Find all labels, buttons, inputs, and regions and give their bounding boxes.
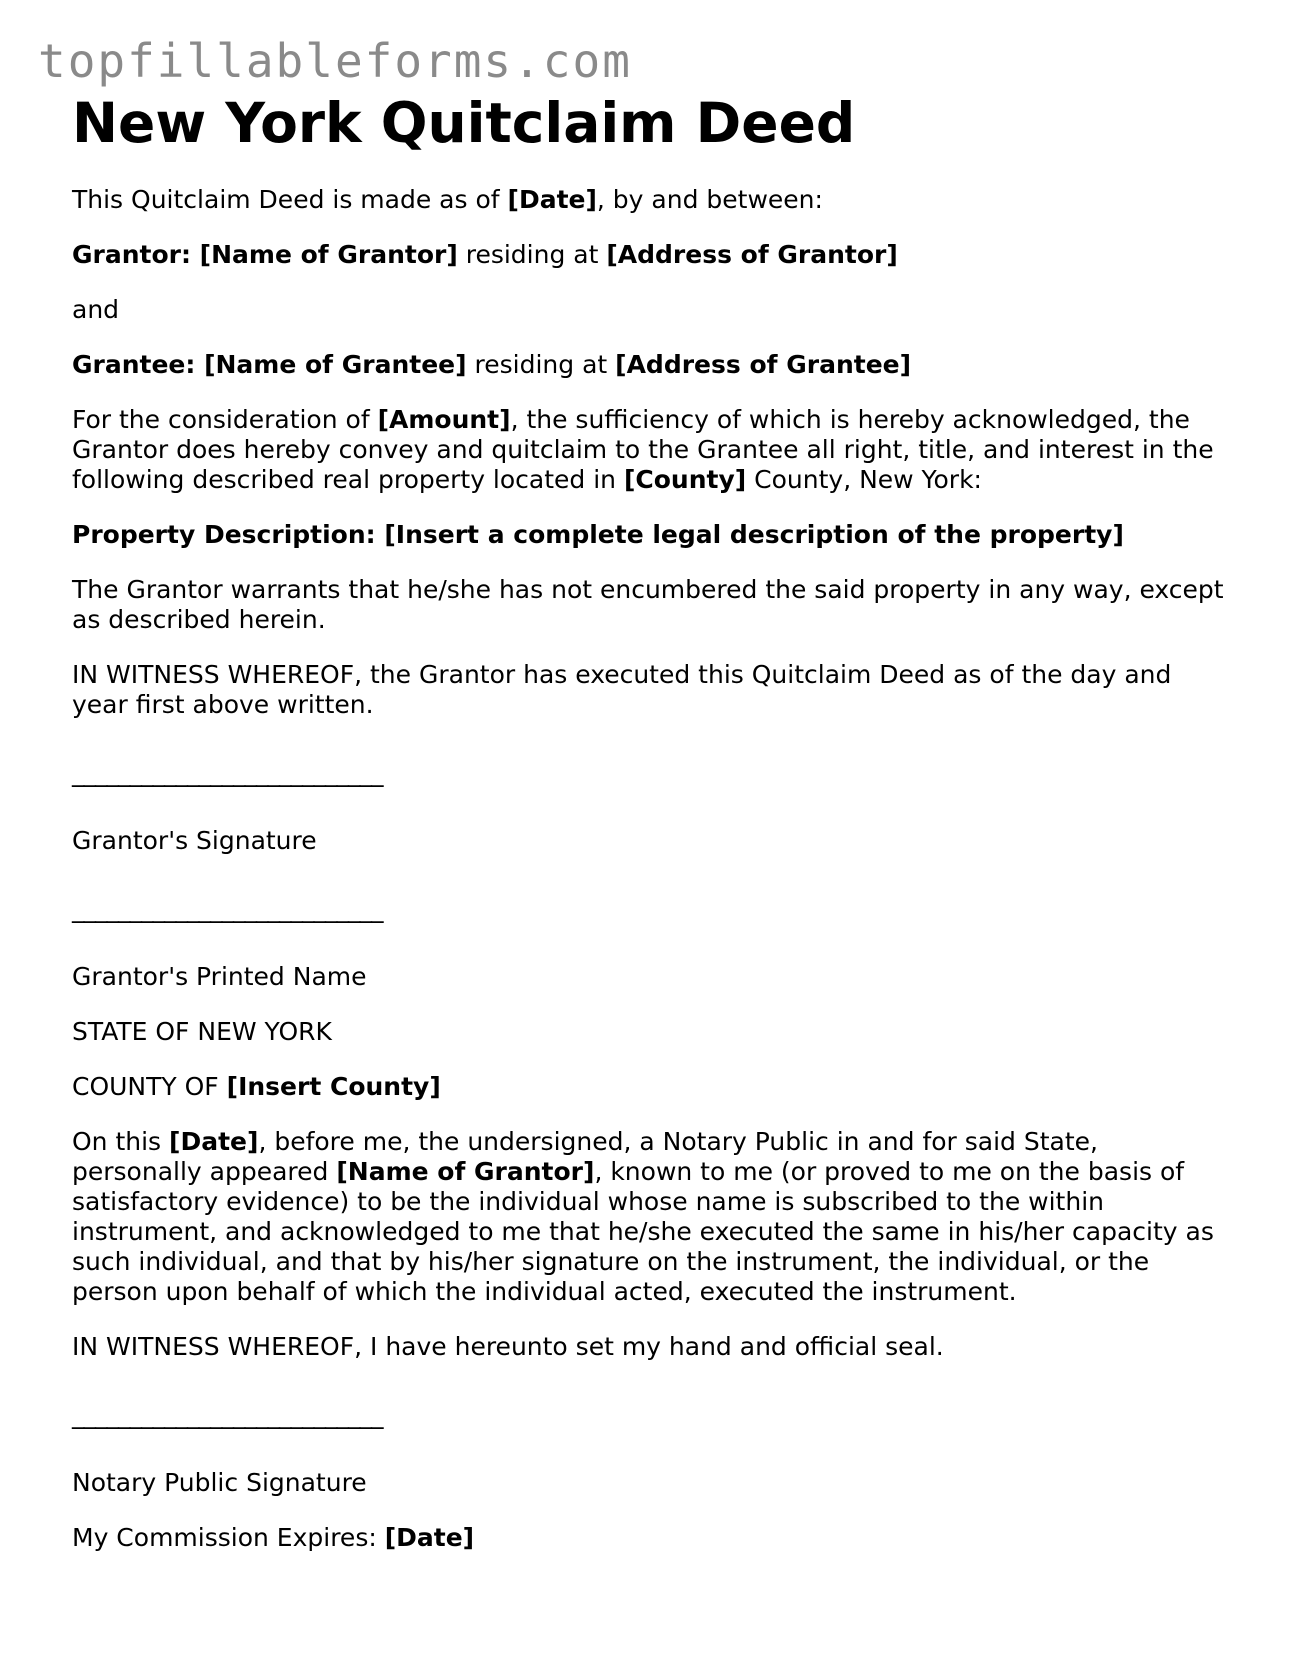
grantor-signature-line: ___________________________ bbox=[72, 758, 383, 788]
grantee-residing-text: residing at bbox=[466, 350, 616, 380]
property-description bbox=[72, 520, 1232, 550]
grantor-address-placeholder: [Address of Grantor] bbox=[606, 240, 898, 270]
grantor-printed-name-label: Grantor's Printed Name bbox=[72, 962, 367, 992]
county-placeholder: [County] bbox=[623, 465, 747, 495]
consideration-prefix: For the consideration of bbox=[72, 405, 378, 435]
acknowledgment-middle: , before me, the undersigned, a Notary Public in and for said State, personally appeared bbox=[72, 1127, 1098, 1187]
commission-line bbox=[72, 1523, 1232, 1553]
grantee-name-placeholder: Grantee: [Name of Grantee] bbox=[72, 350, 467, 380]
acknowledgment-paragraph bbox=[72, 1127, 1232, 1307]
acknowledgment-date-placeholder: [Date] bbox=[169, 1127, 259, 1157]
intro-prefix: This Quitclaim Deed is made as of bbox=[72, 185, 508, 215]
warranty-paragraph: The Grantor warrants that he/she has not encumbered the said property in any way, except as described herein. bbox=[72, 575, 1224, 635]
grantor-witness-paragraph: IN WITNESS WHEREOF, the Grantor has executed this Quitclaim Deed as of the day and year first above written. bbox=[72, 660, 1172, 720]
amount-placeholder: [Amount] bbox=[377, 405, 511, 435]
consideration-suffix: County, New York: bbox=[746, 465, 982, 495]
commission-prefix: My Commission Expires: bbox=[72, 1523, 385, 1553]
document-title: New York Quitclaim Deed bbox=[72, 91, 856, 155]
acknowledgment-prefix: On this bbox=[72, 1127, 170, 1157]
insert-county-placeholder: [Insert County] bbox=[226, 1072, 441, 1102]
document bbox=[72, 92, 1232, 1578]
consideration-middle: , the sufficiency of which is hereby acknowledged, the Grantor does hereby convey and quitclaim to the Grantee all right, title, and interest in the following described real property located in bbox=[72, 405, 1214, 495]
notary-witness-paragraph: IN WITNESS WHEREOF, I have hereunto set my hand and official seal. bbox=[72, 1332, 944, 1362]
grantor-residing-text: residing at bbox=[457, 240, 607, 270]
watermark: topfillableforms.com bbox=[38, 34, 632, 88]
county-line-prefix: COUNTY OF bbox=[72, 1072, 227, 1102]
intro-paragraph bbox=[72, 185, 1232, 215]
intro-suffix: , by and between: bbox=[596, 185, 823, 215]
and-text: and bbox=[72, 295, 120, 325]
notary-signature-line: ___________________________ bbox=[72, 1400, 383, 1430]
consideration-paragraph bbox=[72, 405, 1232, 495]
property-description-text: Property Description: [Insert a complete legal description of the property] bbox=[72, 520, 1124, 550]
grantor-signature-label: Grantor's Signature bbox=[72, 826, 317, 856]
commission-date-placeholder: [Date] bbox=[384, 1523, 475, 1553]
grantee-paragraph bbox=[72, 350, 1232, 380]
grantor-paragraph bbox=[72, 240, 1232, 270]
notary-signature-label: Notary Public Signature bbox=[72, 1468, 367, 1498]
intro-date-placeholder: [Date] bbox=[507, 185, 597, 215]
acknowledgment-name-placeholder: [Name of Grantor] bbox=[336, 1157, 595, 1187]
grantee-address-placeholder: [Address of Grantee] bbox=[615, 350, 912, 380]
grantor-name-placeholder: Grantor: [Name of Grantor] bbox=[72, 240, 458, 270]
county-line bbox=[72, 1072, 1232, 1102]
acknowledgment-suffix: , known to me (or proved to me on the basis of satisfactory evidence) to be the individual whose name is subscribed to the within instrument, and acknowledged to me that he/she executed the same in his/her capacity as such individual, and that by his/her signature on the instrument, the individual, or the person upon behalf of which the individual acted, executed the instrument. bbox=[72, 1157, 1214, 1307]
state-line: STATE OF NEW YORK bbox=[72, 1017, 332, 1047]
grantor-printed-name-line: ___________________________ bbox=[72, 894, 383, 924]
